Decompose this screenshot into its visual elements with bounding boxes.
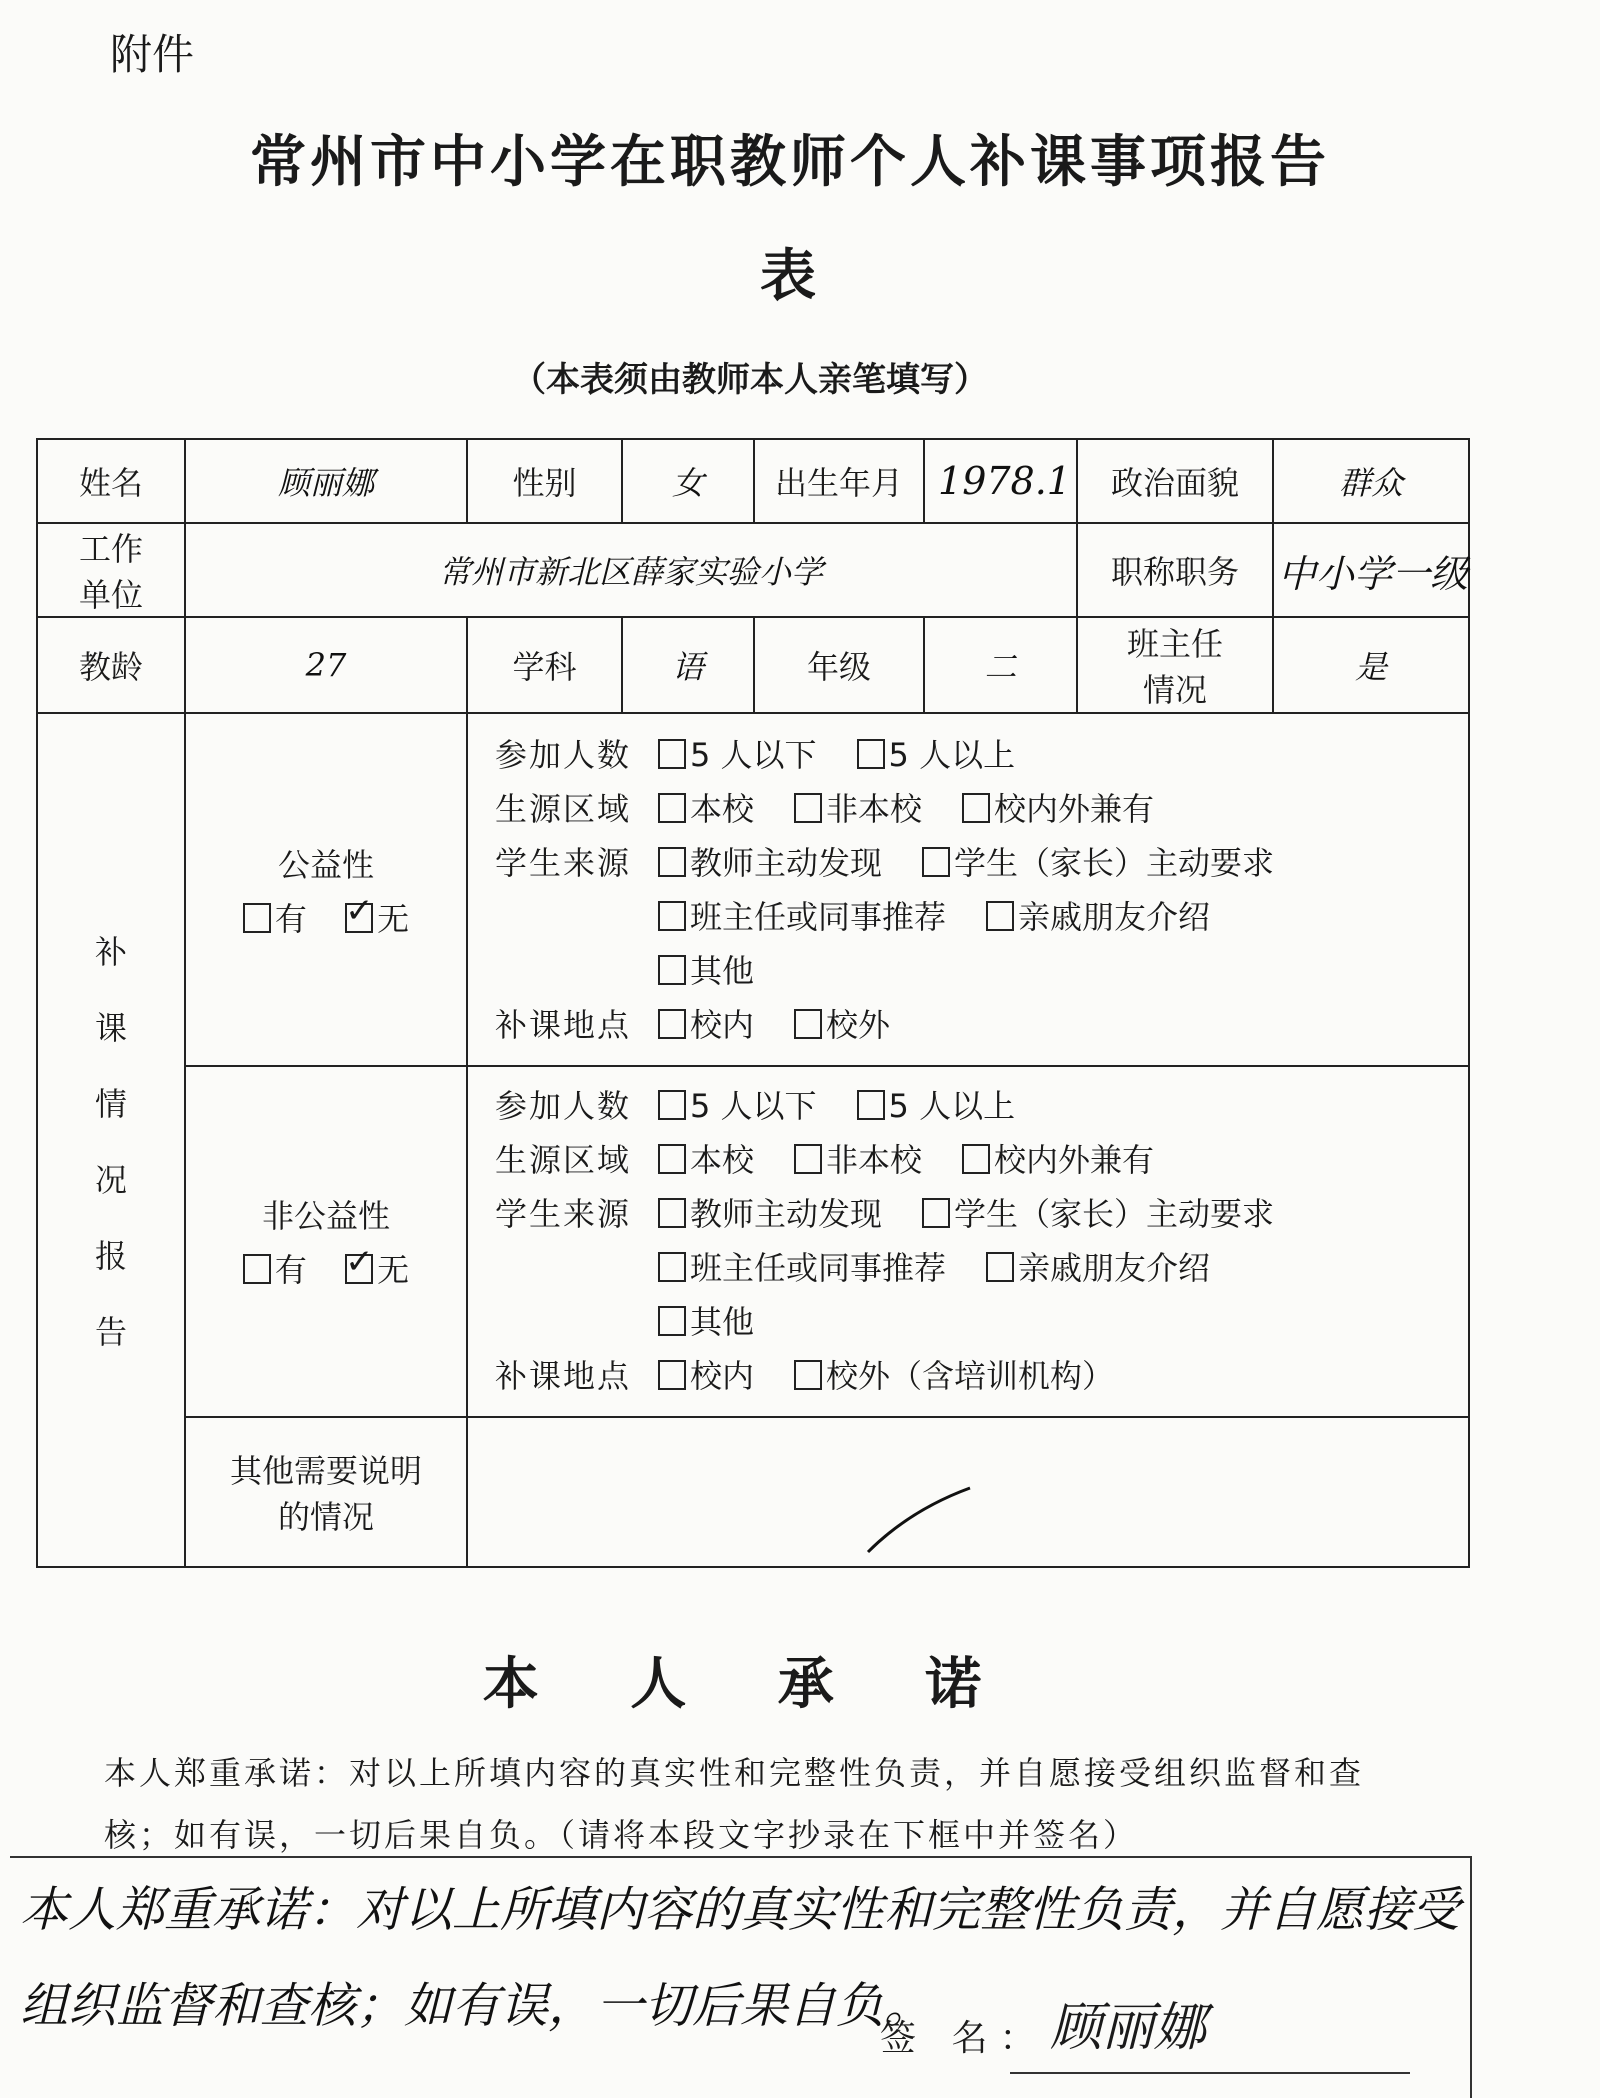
checkbox[interactable]: [658, 847, 686, 877]
checkbox[interactable]: [658, 1306, 686, 1336]
option-label: 学生（家长）主动要求: [954, 843, 1275, 882]
checkbox[interactable]: [658, 1009, 686, 1039]
source-label: 学生来源: [494, 843, 631, 882]
side-char: 情: [94, 1085, 127, 1124]
public-no-checkbox[interactable]: [345, 903, 373, 933]
option-label: 校内外兼有: [994, 789, 1155, 828]
non-public-options: [467, 1066, 1469, 1417]
public-cell: [185, 713, 467, 1066]
head-teacher-field[interactable]: 是: [1273, 617, 1469, 713]
checkbox[interactable]: [658, 739, 686, 769]
region-label: 生源区域: [494, 789, 631, 828]
option-label: 本校: [690, 789, 755, 828]
option-label: 亲戚朋友介绍: [1018, 897, 1211, 936]
location-label: 补课地点: [494, 1005, 631, 1044]
non-public-no-label: 无: [377, 1251, 410, 1290]
political-label: 政治面貌: [1077, 439, 1273, 523]
option-label: 本校: [690, 1141, 755, 1180]
checkbox[interactable]: [794, 1360, 822, 1390]
political-field[interactable]: 群众: [1273, 439, 1469, 523]
checkbox[interactable]: [922, 1198, 950, 1228]
option-label: 亲戚朋友介绍: [1018, 1249, 1211, 1288]
promise-heading: 本 人 承 诺: [482, 1652, 1018, 1717]
option-label: 5 人以下: [690, 735, 817, 774]
checkbox[interactable]: [794, 1009, 822, 1039]
report-form-table: [36, 438, 1470, 1568]
checkbox[interactable]: [857, 1090, 885, 1120]
option-label: 班主任或同事推荐: [690, 897, 947, 936]
title-label: 职称职务: [1077, 523, 1273, 617]
non-public-yes-checkbox[interactable]: [243, 1254, 271, 1284]
checkbox[interactable]: [658, 793, 686, 823]
teaching-age-label: 教龄: [37, 617, 185, 713]
checkbox[interactable]: [658, 955, 686, 985]
option-label: 其他: [690, 951, 755, 990]
other-label-1: 其他需要说明: [229, 1451, 422, 1490]
work-unit-label-2: 单位: [78, 576, 143, 615]
page-title: 常州市中小学在职教师个人补课事项报告: [250, 130, 1330, 195]
option-label: 校内: [690, 1005, 755, 1044]
work-unit-label: [37, 523, 185, 617]
teaching-age-field[interactable]: 27: [185, 617, 467, 713]
option-label: 校外: [826, 1005, 891, 1044]
checkbox[interactable]: [794, 793, 822, 823]
non-public-no-checkbox[interactable]: [345, 1254, 373, 1284]
checkbox[interactable]: [658, 1252, 686, 1282]
subject-label: 学科: [467, 617, 622, 713]
region-label: 生源区域: [494, 1141, 631, 1180]
side-char: 告: [94, 1313, 127, 1352]
option-label: 教师主动发现: [690, 1195, 883, 1234]
slash-mark: [860, 1480, 980, 1560]
option-label: 5 人以上: [888, 1087, 1016, 1126]
attachment-label: 附件: [110, 30, 195, 79]
grade-field[interactable]: 二: [924, 617, 1077, 713]
checkbox[interactable]: [658, 1198, 686, 1228]
public-label: 公益性: [277, 845, 374, 884]
copy-line-2: 组织监督和查核；如有误，一切后果自负。: [20, 1978, 933, 2034]
option-label: 校内外兼有: [994, 1141, 1155, 1180]
birth-field[interactable]: 1978.1: [924, 439, 1077, 523]
side-char: 况: [94, 1161, 127, 1200]
head-teacher-label-1: 班主任: [1126, 625, 1223, 664]
option-label: 非本校: [826, 1141, 923, 1180]
gender-label: 性别: [467, 439, 622, 523]
checkbox[interactable]: [962, 1144, 990, 1174]
side-char: 报: [94, 1237, 127, 1276]
checkbox[interactable]: [962, 793, 990, 823]
side-char: 补: [94, 933, 127, 972]
participants-label: 参加人数: [494, 1087, 631, 1126]
non-public-yes-label: 有: [274, 1251, 307, 1290]
location-label: 补课地点: [494, 1357, 631, 1396]
option-label: 校外（含培训机构）: [826, 1357, 1115, 1396]
checkbox[interactable]: [658, 1144, 686, 1174]
other-notes-label: [185, 1417, 467, 1567]
work-unit-label-1: 工作: [78, 530, 143, 569]
checkbox[interactable]: [658, 1360, 686, 1390]
public-yes-label: 有: [274, 899, 307, 938]
checkbox[interactable]: [857, 739, 885, 769]
name-field[interactable]: 顾丽娜: [185, 439, 467, 523]
subject-field[interactable]: 语: [622, 617, 754, 713]
head-teacher-label: [1077, 617, 1273, 713]
other-label-2: 的情况: [277, 1497, 374, 1536]
signature[interactable]: 顾丽娜: [1050, 1998, 1207, 2058]
form-instruction: （本表须由教师本人亲笔填写）: [512, 360, 988, 400]
work-unit-field[interactable]: 常州市新北区薛家实验小学: [185, 523, 1077, 617]
promise-text: 本人郑重承诺：对以上所填内容的真实性和完整性负责，并自愿接受组织监督和查核；如有误，一切后果自负。（请将本段文字抄录在下框中并签名）: [104, 1754, 1365, 1854]
public-options: [467, 713, 1469, 1066]
checkbox[interactable]: [658, 1090, 686, 1120]
side-char: 课: [94, 1009, 127, 1048]
option-label: 班主任或同事推荐: [690, 1249, 947, 1288]
source-label: 学生来源: [494, 1195, 631, 1234]
option-label: 5 人以上: [888, 735, 1016, 774]
option-label: 其他: [690, 1303, 755, 1342]
option-label: 5 人以下: [690, 1087, 817, 1126]
signature-line: [1010, 2072, 1410, 2074]
name-label: 姓名: [37, 439, 185, 523]
title-field[interactable]: 中小学一级: [1273, 523, 1469, 617]
head-teacher-label-2: 情况: [1142, 671, 1207, 710]
grade-label: 年级: [754, 617, 924, 713]
participants-label: 参加人数: [494, 735, 631, 774]
non-public-cell: [185, 1066, 467, 1417]
option-label: 教师主动发现: [690, 843, 883, 882]
checkbox[interactable]: [658, 901, 686, 931]
birth-label: 出生年月: [754, 439, 924, 523]
checkbox[interactable]: [986, 901, 1014, 931]
checkbox[interactable]: [986, 1252, 1014, 1282]
gender-field[interactable]: 女: [622, 439, 754, 523]
copy-line-1: 本人郑重承诺：对以上所填内容的真实性和完整性负责，并自愿接受: [20, 1882, 1461, 1938]
public-yes-checkbox[interactable]: [243, 903, 271, 933]
report-side-label: [37, 713, 185, 1567]
promise-copy-text: [20, 1862, 1460, 2054]
non-public-label: 非公益性: [261, 1197, 390, 1236]
option-label: 校内: [690, 1357, 755, 1396]
public-no-label: 无: [377, 899, 410, 938]
option-label: 非本校: [826, 789, 923, 828]
option-label: 学生（家长）主动要求: [954, 1195, 1275, 1234]
checkbox[interactable]: [794, 1144, 822, 1174]
checkbox[interactable]: [922, 847, 950, 877]
signature-label: 签 名：: [880, 2018, 1048, 2059]
page-title-line2: 表: [760, 244, 820, 309]
